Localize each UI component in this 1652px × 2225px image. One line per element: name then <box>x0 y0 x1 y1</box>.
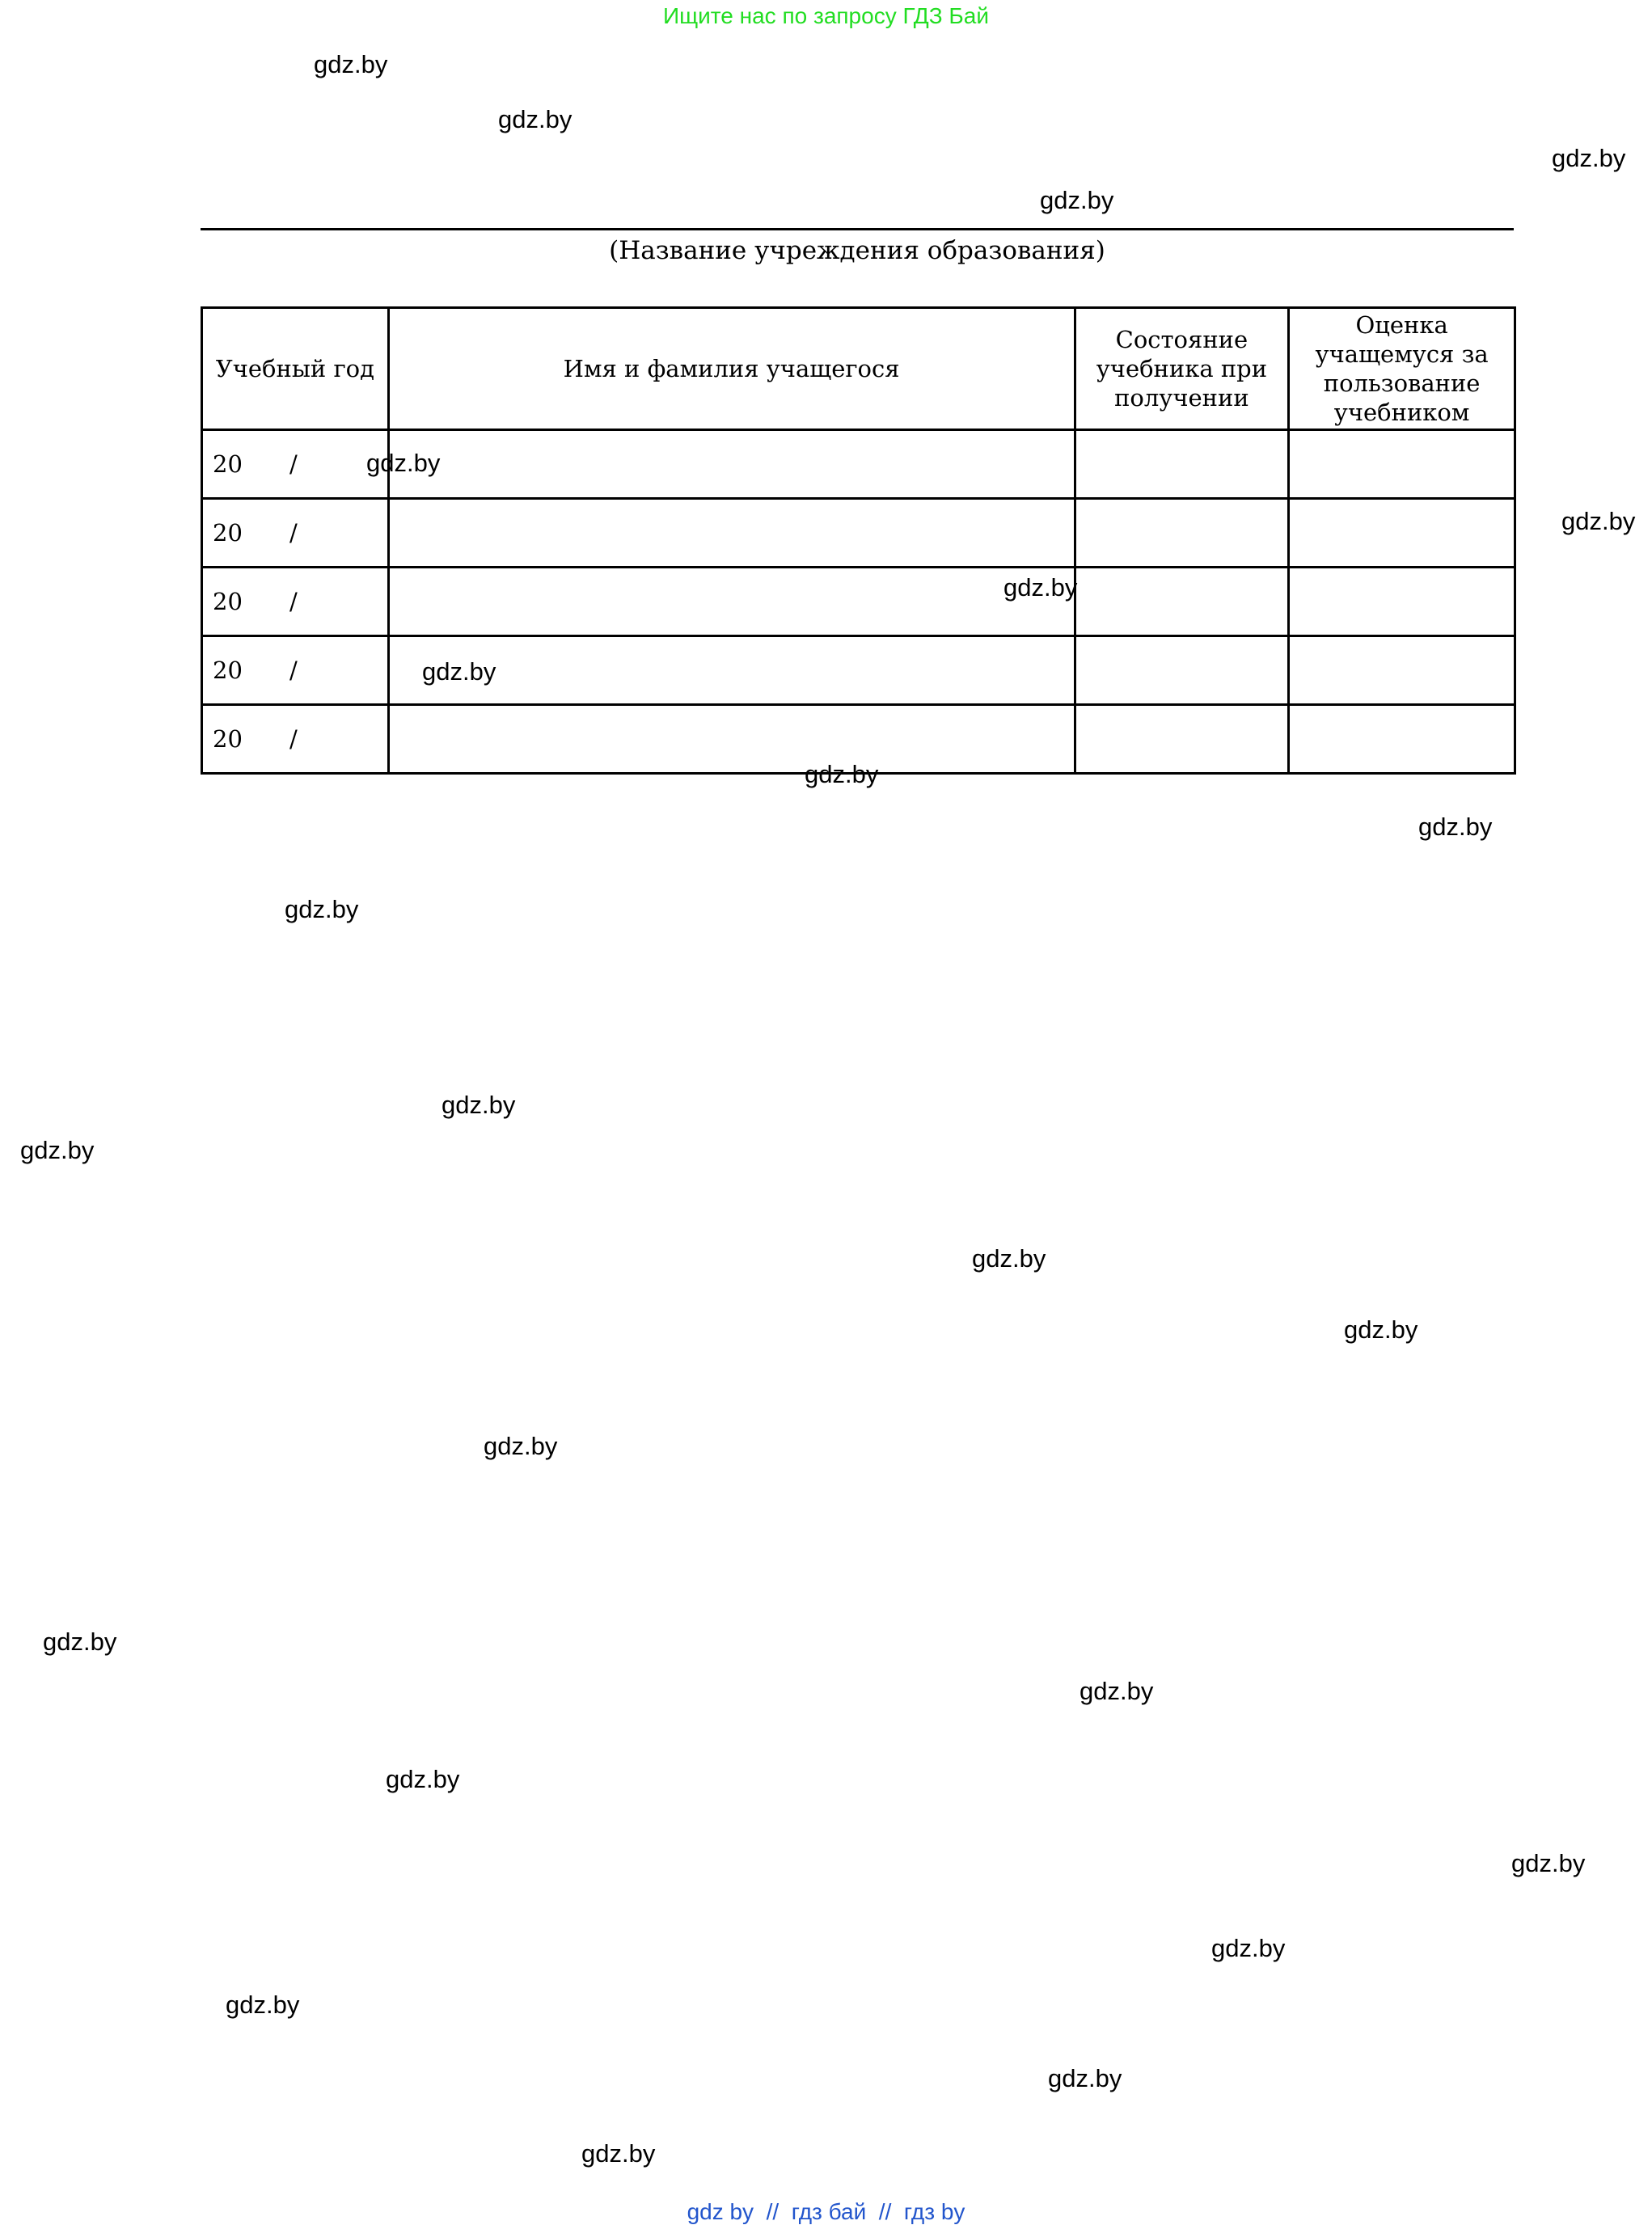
watermark: gdz.by <box>484 1432 558 1460</box>
watermark: gdz.by <box>1003 573 1078 602</box>
institution-name-line <box>201 228 1514 230</box>
watermark: gdz.by <box>498 105 572 133</box>
year-slash: / <box>289 657 298 684</box>
watermark: gdz.by <box>1561 507 1636 535</box>
student-name-cell <box>388 568 1078 636</box>
grade-cell <box>1289 568 1515 636</box>
watermark: gdz.by <box>226 1991 300 2019</box>
year-prefix: 20 <box>213 450 243 478</box>
watermark: gdz.by <box>1080 1677 1154 1705</box>
watermark: gdz.by <box>1040 186 1114 214</box>
watermark: gdz.by <box>314 50 388 78</box>
watermark: gdz.by <box>581 2139 656 2168</box>
year-prefix: 20 <box>213 588 243 615</box>
search-banner: Ищите нас по запросу ГДЗ Бай <box>662 3 990 28</box>
header-student-name: Имя и фамилия учащегося <box>388 308 1075 430</box>
year-prefix: 20 <box>213 725 243 753</box>
year-slash: / <box>289 725 298 753</box>
watermark: gdz.by <box>1418 813 1493 841</box>
grade-cell <box>1289 430 1515 499</box>
table-row <box>202 499 1515 568</box>
textbook-register-table <box>201 306 1516 775</box>
header-usage-grade: Оценка учащемуся за пользование учебником <box>1289 308 1515 430</box>
year-slash: / <box>289 450 298 478</box>
table-row <box>202 636 1515 705</box>
year-prefix: 20 <box>213 657 243 684</box>
student-name-cell <box>388 430 1075 499</box>
watermark: gdz.by <box>1048 2064 1122 2092</box>
watermark: gdz.by <box>20 1136 95 1164</box>
watermark: gdz.by <box>386 1765 460 1793</box>
watermark: gdz.by <box>972 1244 1046 1273</box>
footer-links: gdz by // гдз бай // гдз by <box>687 2199 965 2224</box>
watermark: gdz.by <box>1552 144 1626 172</box>
watermark: gdz.by <box>285 895 359 923</box>
watermark: gdz.by <box>1344 1315 1418 1344</box>
institution-caption: (Название учреждения образования) <box>609 236 1105 265</box>
watermark: gdz.by <box>422 657 496 686</box>
condition-cell <box>1075 499 1289 568</box>
watermark: gdz.by <box>1511 1849 1586 1877</box>
watermark: gdz.by <box>805 760 879 788</box>
year-cell <box>202 499 389 568</box>
year-slash: / <box>289 588 298 615</box>
condition-cell <box>1075 636 1289 705</box>
year-cell <box>202 636 389 705</box>
year-cell <box>202 430 389 499</box>
condition-cell <box>1075 568 1289 636</box>
year-slash: / <box>289 519 298 547</box>
watermark: gdz.by <box>1211 1934 1286 1962</box>
student-name-cell <box>388 499 1075 568</box>
grade-cell <box>1289 705 1515 774</box>
year-cell <box>202 705 389 774</box>
watermark: gdz.by <box>366 449 441 477</box>
condition-cell <box>1075 430 1289 499</box>
grade-cell <box>1289 636 1515 705</box>
header-textbook-condition: Состояние учебника при получении <box>1075 308 1289 430</box>
header-school-year: Учебный год <box>202 308 389 430</box>
watermark: gdz.by <box>43 1628 117 1656</box>
watermark: gdz.by <box>442 1091 516 1119</box>
year-prefix: 20 <box>213 519 243 547</box>
table-row <box>202 568 1515 636</box>
grade-cell <box>1289 499 1515 568</box>
student-name-cell <box>388 705 1075 774</box>
condition-cell <box>1075 705 1289 774</box>
year-cell <box>202 568 389 636</box>
table-header-row <box>202 308 1515 430</box>
